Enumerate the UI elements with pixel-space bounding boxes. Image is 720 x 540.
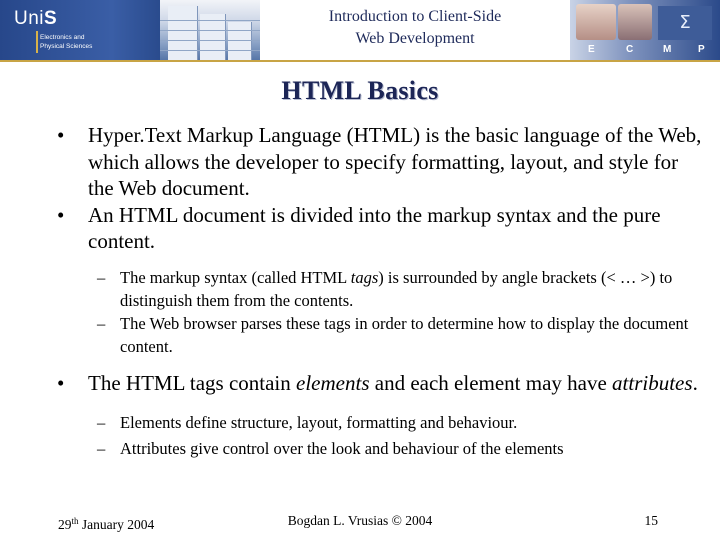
course-title-panel [260,0,570,60]
sub-bullet-item [57,411,707,434]
bullet-text: Hyper.Text Markup Language (HTML) is the basic language of the Web, which allows the developer to specify formatting, layout, and style for the Web document. [88,123,702,200]
sub-bullet-text: Attributes give control over the look and behaviour of the elements [120,439,564,458]
logo-accent-bar [36,31,38,53]
bullet-text-mid: and each element may have [369,370,613,395]
bullet-text: An HTML document is divided into the markup syntax and the pure content. [88,202,661,253]
sub-bullet-item [57,312,707,358]
building-photo [160,0,260,60]
sub-bullet-item [57,437,707,460]
course-title [260,6,570,50]
bullet-emphasis-elements: elements [296,370,370,395]
bullet-item [57,202,707,255]
slide-title: HTML Basics [281,76,439,105]
bullet-item [57,122,707,202]
sub-bullet-text-end: ) is surrounded by angle brackets (< … >) to distinguish them from the contents. [120,267,673,310]
bullet-emphasis-attributes: attributes [612,370,693,395]
footer-author: Bogdan L. Vrusias © 2004 [287,513,433,528]
sub-bullet-text: The markup syntax (called HTML [120,267,351,287]
department-photo-panel [570,0,720,60]
dash-icon: – [97,313,106,333]
course-title-line2: Web Development [355,30,475,47]
bullet-text: The HTML tags contain [88,370,297,395]
date-suffix: th [71,516,79,526]
dash-icon: – [97,439,106,458]
sub-bullet-item [57,266,707,312]
bullet-icon: • [57,123,65,147]
university-logo-panel [0,0,160,60]
bullet-item [57,370,707,397]
bullet-icon: • [57,370,65,395]
sigma-icon: Σ [658,6,712,40]
sub-bullet-text: The Web browser parses these tags in order to determine how to display the document content. [120,313,689,356]
ecmp-letter-p: P [698,44,705,55]
page-number: 15 [644,513,658,528]
ecmp-letter-c: C [626,44,634,55]
logo-department-line2: Physical Sciences [40,43,93,50]
course-title-line1: Introduction to Client-Side [328,8,502,25]
sub-bullet-emphasis: tags [350,267,379,287]
header-divider [0,60,720,62]
bullet-text-end: . [692,370,698,395]
ecmp-letter-m: M [663,44,672,55]
date-day: 29 [58,517,72,532]
dash-icon: – [97,413,106,432]
logo-s-text: S [44,8,58,29]
unis-logo [14,8,57,30]
student-photo-2 [618,4,652,40]
bullet-icon: • [57,202,65,227]
dash-icon: – [97,267,106,287]
header-banner [0,0,720,60]
logo-department-line1: Electronics and [40,34,85,41]
slide-content [57,122,707,460]
date-rest: January 2004 [78,517,155,532]
sub-bullet-text: Elements define structure, layout, formatting and behaviour. [120,413,518,432]
student-photo-1 [576,4,616,40]
ecmp-letter-e: E [588,44,595,55]
logo-uni-text: Uni [14,8,45,29]
